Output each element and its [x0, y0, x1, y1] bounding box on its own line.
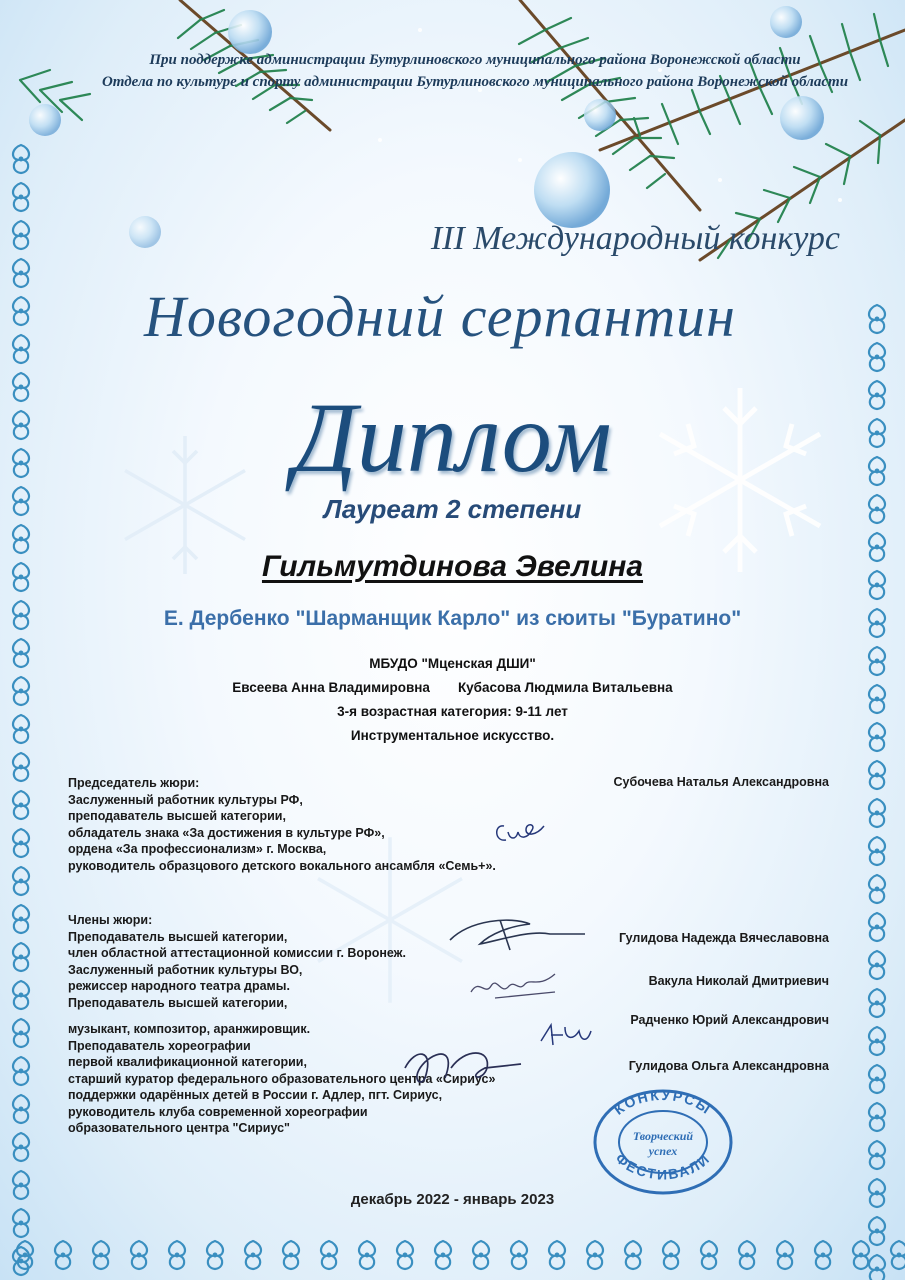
jury-title-line: музыкант, композитор, аранжировщик.	[68, 1022, 311, 1036]
signature-member-4	[395, 1038, 525, 1098]
ornament-icon	[862, 340, 892, 374]
signature-member-3	[535, 1015, 595, 1055]
award-level: Лауреат 2 степени	[323, 494, 582, 524]
jury-title-line: Преподаватель высшей категории,	[68, 995, 288, 1010]
ornament-border-right	[849, 0, 905, 1280]
festival-stamp	[592, 1088, 734, 1196]
jury-title-line: руководитель клуба современной хореографии	[68, 1104, 368, 1119]
ornament-icon	[466, 1238, 496, 1272]
support-line-1: При поддержке администрации Бутурлиновского муниципального района Воронежской области	[149, 52, 801, 68]
ornament-icon	[124, 1238, 154, 1272]
ornament-icon	[6, 902, 36, 936]
jury-title-line: ордена «За профессионализм» г. Москва,	[68, 842, 327, 856]
svg-text:КОНКУРСЫ	[611, 1088, 715, 1118]
stamp-inner-line: Творческий	[632, 1129, 694, 1143]
jury-title-line: старший куратор федерального образовательного центра «Сириус»	[68, 1071, 496, 1086]
stamp-text-bottom: ФЕСТИВАЛИ	[612, 1149, 714, 1183]
document-title: Диплом	[293, 382, 612, 493]
jury-title-line: руководитель образцового детского вокального ансамбля «Семь+».	[68, 858, 496, 873]
ornament-icon	[6, 1016, 36, 1050]
ornament-icon	[580, 1238, 610, 1272]
ornament-icon	[732, 1238, 762, 1272]
ornament-icon	[6, 294, 36, 328]
ornament-icon	[390, 1238, 420, 1272]
ornament-icon	[276, 1238, 306, 1272]
ornament-icon	[6, 788, 36, 822]
participant-name-row	[0, 550, 905, 584]
ornament-icon	[6, 1092, 36, 1126]
event-dates: декабрь 2022 - январь 2023	[350, 1191, 555, 1208]
institution: МБУДО "Мценская ДШИ"	[369, 656, 536, 671]
teacher-name: Кубасова Людмила Витальевна	[457, 680, 673, 695]
ornament-icon	[314, 1238, 344, 1272]
stamp-text-top: КОНКУРСЫ	[610, 1088, 715, 1118]
jury-title-line: член областной аттестационной комиссии г. Воронеж.	[68, 946, 407, 960]
ornament-icon	[6, 978, 36, 1012]
ornament-icon	[656, 1238, 686, 1272]
jury-title-line: образовательного центра "Сириус"	[68, 1121, 290, 1135]
ornament-icon	[862, 872, 892, 906]
jury-member-name: Радченко Юрий Александрович	[630, 1013, 829, 1027]
ornament-icon	[694, 1238, 724, 1272]
ornament-icon	[846, 1238, 876, 1272]
competition-title: III Международный конкурс	[430, 220, 840, 257]
ornament-icon	[48, 1238, 78, 1272]
ornament-icon	[6, 750, 36, 784]
ornament-icon	[862, 986, 892, 1020]
ornament-icon	[428, 1238, 458, 1272]
ornament-icon	[6, 218, 36, 252]
ornament-icon	[862, 834, 892, 868]
ornament-icon	[6, 864, 36, 898]
support-line-2: Отдела по культуре и спорту администрации Бутурлиновского муниципального района Воронежской области	[101, 74, 849, 90]
jury-title-line: Заслуженный работник культуры ВО,	[68, 962, 303, 977]
ornament-icon	[10, 1238, 40, 1272]
jury-chair-name: Субочева Наталья Александровна	[613, 775, 829, 789]
ornament-icon	[6, 1130, 36, 1164]
jury-members-label: Члены жюри:	[68, 913, 153, 927]
ornament-icon	[6, 142, 36, 176]
ornament-icon	[862, 796, 892, 830]
ornament-icon	[86, 1238, 116, 1272]
teacher-name: Евсеева Анна Владимировна	[232, 680, 430, 695]
ornament-icon	[862, 1100, 892, 1134]
ornament-icon	[6, 180, 36, 214]
jury-title-line: первой квалификационной категории,	[68, 1055, 307, 1069]
ornament-icon	[618, 1238, 648, 1272]
ornament-icon	[862, 948, 892, 982]
ornament-icon	[862, 1024, 892, 1058]
ornament-icon	[238, 1238, 268, 1272]
ornament-icon	[884, 1238, 905, 1272]
jury-chair-label: Председатель жюри:	[68, 776, 200, 790]
ornament-icon	[6, 940, 36, 974]
teachers-row	[0, 680, 905, 695]
ornament-icon	[200, 1238, 230, 1272]
jury-title-line: Преподаватель высшей категории,	[68, 929, 288, 944]
ornament-border-left	[0, 0, 42, 1280]
ornament-icon	[862, 1138, 892, 1172]
ornament-icon	[808, 1238, 838, 1272]
nomination: Инструментальное искусство.	[350, 728, 555, 743]
ornament-icon	[6, 826, 36, 860]
ornament-icon	[6, 332, 36, 366]
jury-title-line: обладатель знака «За достижения в культуре РФ»,	[68, 825, 385, 840]
jury-members-block	[68, 912, 495, 1137]
ornament-icon	[6, 1054, 36, 1088]
ornament-icon	[542, 1238, 572, 1272]
participant-name: Гильмутдинова Эвелина	[261, 550, 644, 583]
ornament-icon	[6, 256, 36, 290]
jury-title-line: Преподаватель хореографии	[68, 1038, 251, 1053]
ornament-icon	[352, 1238, 382, 1272]
ornament-icon	[162, 1238, 192, 1272]
jury-title-line: Заслуженный работник культуры РФ,	[68, 792, 303, 807]
stamp-inner-line: успех	[648, 1144, 678, 1158]
ornament-icon	[504, 1238, 534, 1272]
jury-member-name: Вакула Николай Дмитриевич	[648, 974, 829, 988]
jury-title-line: поддержки одарённых детей в России г. Адлер, пгт. Сириус,	[68, 1088, 443, 1102]
ornament-icon	[770, 1238, 800, 1272]
signature-chair	[490, 812, 550, 852]
contest-name: Новогодний серпантин	[144, 284, 736, 349]
jury-member-name: Гулидова Надежда Вячеславовна	[618, 931, 829, 945]
ornament-icon	[862, 758, 892, 792]
age-category: 3-я возрастная категория: 9-11 лет	[337, 704, 568, 719]
jury-member-name: Гулидова Ольга Александровна	[628, 1059, 829, 1073]
ornament-border-bottom	[0, 1230, 905, 1280]
jury-title-line: режиссер народного театра драмы.	[68, 979, 290, 993]
signature-member-1	[440, 910, 590, 960]
ornament-icon	[862, 910, 892, 944]
ornament-icon	[862, 302, 892, 336]
ornament-icon	[862, 1062, 892, 1096]
jury-title-line: преподаватель высшей категории,	[68, 809, 286, 823]
signature-member-2	[465, 968, 565, 1008]
jury-chair-block	[68, 775, 496, 874]
performed-piece: Е. Дербенко "Шарманщик Карло" из сюиты "Буратино"	[163, 607, 742, 630]
